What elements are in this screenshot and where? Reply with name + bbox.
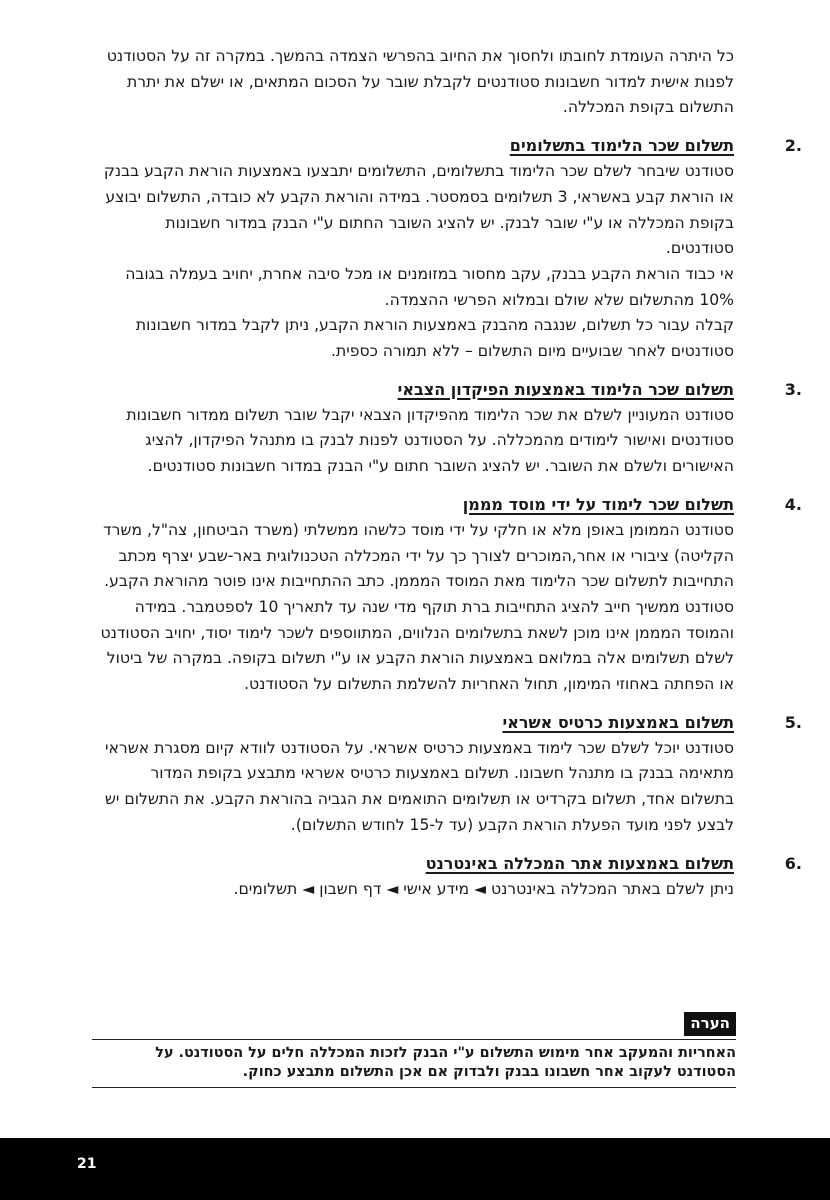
note-divider-bottom <box>92 1087 736 1088</box>
section-credit-card <box>94 710 802 839</box>
section-title: תשלום שכר הלימוד באמצעות הפיקדון הצבאי <box>397 379 734 399</box>
note-label: הערה <box>684 1012 736 1036</box>
page-number: 21 <box>77 1156 97 1172</box>
section-military-deposit <box>94 377 802 480</box>
section-paragraph: קבלה עבור כל תשלום, שנגבה מהבנק באמצעות הוראת הקבע, ניתן לקבל במדור חשבונות סטודנטים לאחר שבועיים מיום התשלום – ללא תמורה כספית. <box>135 316 734 361</box>
section-paragraph: אי כבוד הוראת הקבע בבנק, עקב מחסור במזומנים או מכל סיבה אחרת, יחויב בעמלה בגובה 10% מהתשלום שלא שולם ובמלוא הפרשי ההצמדה. <box>125 264 734 309</box>
page-footer <box>0 1138 830 1200</box>
section-number: .6 <box>784 853 802 873</box>
section-website <box>94 851 802 903</box>
section-title: תשלום שכר לימוד על ידי מוסד מממן <box>462 494 734 514</box>
section-funding-institution <box>94 492 802 698</box>
section-paragraph: סטודנט המעוניין לשלם את שכר הלימוד מהפיקדון הצבאי יקבל שובר תשלום ממדור חשבונות סטודנטים ואישור לימודים מהמכללה. על הסטודנט לפנות לבנק בו מתנהל הפיקדון, להציג האישורים ולשלם את השובר. יש להציג השובר חתום ע"י הבנק במדור חשבונות סטודנטים. <box>126 405 734 476</box>
section-heading <box>94 851 802 876</box>
intro-paragraph: כל היתרה העומדת לחובתו ולחסוך את החיוב בהפרשי הצמדה בהמשך. במקרה זה על הסטודנט לפנות אישית למדור חשבונות סטודנטים לקבלת שובר על הסכום המתאים, או ישלם את יתרת התשלום בקופת המכללה. <box>106 47 734 117</box>
note-label-row <box>92 1012 736 1036</box>
section-heading <box>94 492 802 517</box>
note-box <box>92 1012 736 1088</box>
section-title: תשלום שכר הלימוד בתשלומים <box>509 136 734 156</box>
section-heading <box>94 377 802 402</box>
section-number: .3 <box>784 379 802 399</box>
section-title: תשלום באמצעות כרטיס אשראי <box>502 712 734 732</box>
section-paragraph: סטודנט יוכל לשלם שכר לימוד באמצעות כרטיס אשראי. על הסטודנט לוודא קיום מסגרת אשראי מתאימה בבנק בו מתנהל חשבונו. תשלום באמצעות כרטיס אשראי מתבצע בקופת המדור בתשלום אחד, תשלום בקרדיט או תשלומים התואמים את הגביה בהוראת הקבע. את התשלום יש לבצע לפני מועד הפעלת הוראת הקבע (עד ל-15 לחודש התשלום). <box>104 738 734 834</box>
section-paragraph: סטודנט שיבחר לשלם שכר הלימוד בתשלומים, התשלומים יתבצעו באמצעות הוראת הקבע בבנק או הוראת קבע באשראי, 3 תשלומים בסמסטר. במידה והוראת הקבע לא כובדה, התשלום יבוצע בקופת המכללה או ע"י שובר לבנק. יש להציג השובר החתום ע"י הבנק במדור חשבונות סטודנטים. <box>103 162 734 258</box>
page-body <box>94 44 802 902</box>
section-number: .4 <box>784 494 802 514</box>
section-paragraph: סטודנט הממומן באופן מלא או חלקי על ידי מוסד כלשהו ממשלתי (משרד הביטחון, צה"ל, משרד הקליטה) ציבורי או אחר,המוכרים לצורך כך על ידי המכללה הטכנולוגית באר-שבע יצרף מכתב התחייבות לתשלום שכר הלימוד מאת המוסד המממן. כתב ההתחייבות אינו פוטר מהוראת הקבע. סטודנט ממשיך חייב להציג התחייבות ברת תוקף מדי שנה עד לתאריך 10 לספטמבר. במידה והמוסד המממן אינו מוכן לשאת בתשלומים הנלווים, המתווספים לשכר לימוד יסוד, יחויב הסטודנט לשלם תשלומים אלה במלואם באמצעות הוראת הקבע או ע"י תשלום בקופה. במקרה של ביטול או הפחתה באחוזי המימון, תחול האחריות להשלמת התשלום על הסטודנט. <box>100 520 734 694</box>
section-paragraph: ניתן לשלם באתר המכללה באינטרנט ◄ מידע אישי ◄ דף חשבון ◄ תשלומים. <box>233 879 734 898</box>
section-number: .5 <box>784 712 802 732</box>
note-text: האחריות והמעקב אחר מימוש התשלום ע"י הבנק לזכות המכללה חלים על הסטודנט. על הסטודנט לעקוב אחר חשבונו בבנק ולבדוק אם אכן התשלום מתבצע כחוק. <box>155 1045 736 1080</box>
section-installments <box>94 133 802 365</box>
section-number: .2 <box>784 136 802 156</box>
section-heading <box>94 710 802 735</box>
section-heading <box>94 133 802 158</box>
section-title: תשלום באמצעות אתר המכללה באינטרנט <box>425 853 734 873</box>
